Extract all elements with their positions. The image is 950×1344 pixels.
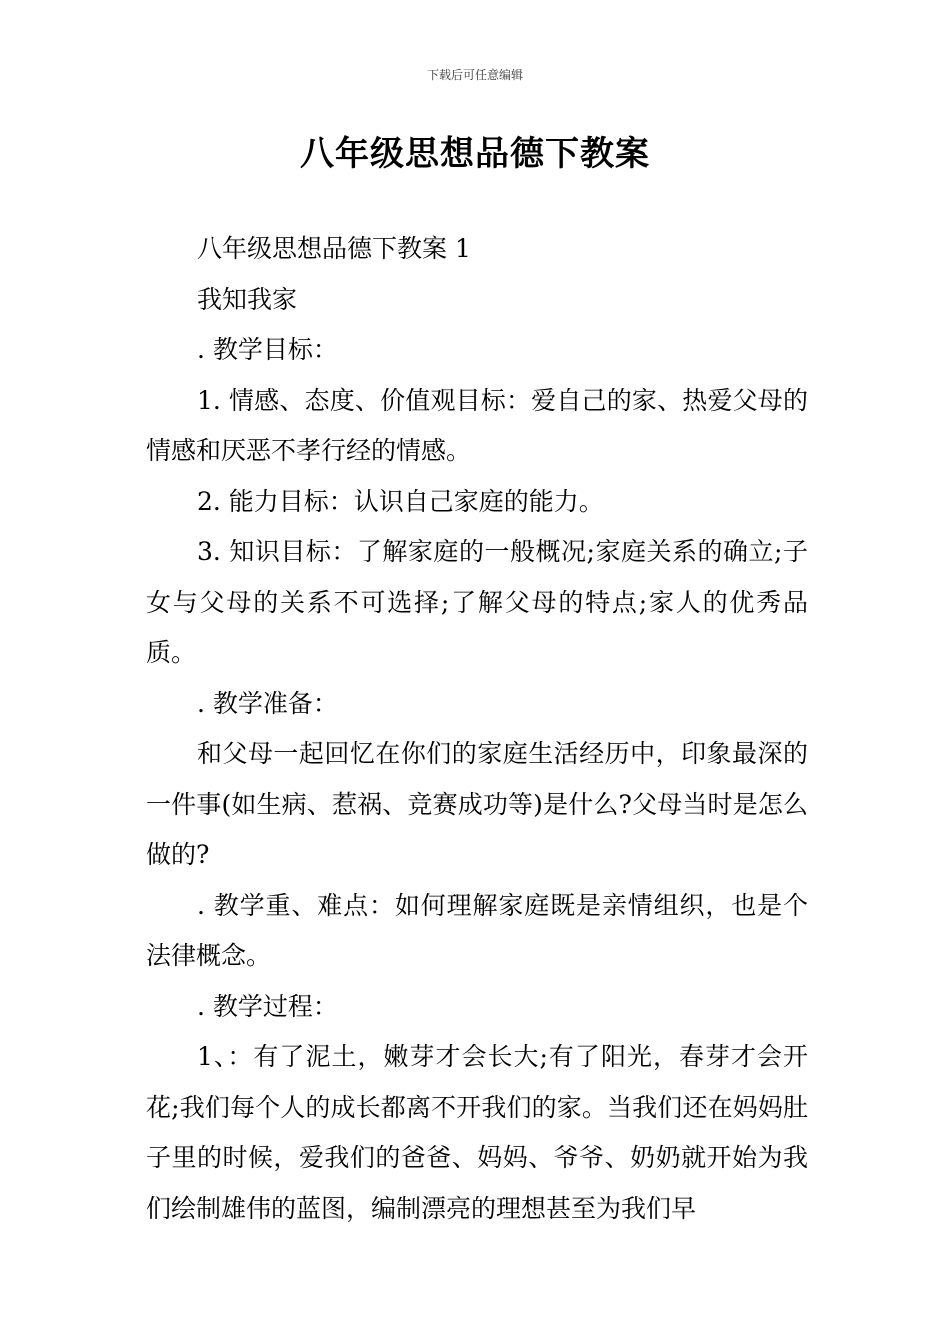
header-note: 下载后可任意编辑 <box>426 68 523 82</box>
goal-emotion: 1. 情感、态度、价值观目标：爱自己的家、热爱父母的情感和厌恶不孝行经的情感。 <box>146 385 808 465</box>
goal-ability: 2. 能力目标：认识自己家庭的能力。 <box>197 486 604 516</box>
document-body <box>146 224 808 1234</box>
teaching-goals-heading: . 教学目标： <box>197 335 338 364</box>
teaching-preparation-heading: . 教学准备： <box>197 688 338 718</box>
teaching-process-heading: . 教学过程： <box>197 991 338 1021</box>
key-difficult-points: . 教学重、难点：如何理解家庭既是亲情组织，也是个法律概念。 <box>146 890 808 970</box>
document-title: 八年级思想品德下教案 <box>300 134 650 174</box>
section-heading: 八年级思想品德下教案 1 <box>197 234 471 263</box>
preparation-text: 和父母一起回忆在你们的家庭生活经历中，印象最深的一件事(如生病、惹祸、竞赛成功等)是什么?父母当时是怎么做的? <box>146 739 808 869</box>
goal-knowledge: 3. 知识目标：了解家庭的一般概况;家庭关系的确立;子女与父母的关系不可选择;了解父母的特点;家人的优秀品质。 <box>146 537 808 667</box>
lesson-title: 我知我家 <box>197 284 298 314</box>
process-step-1: 1、：有了泥土，嫩芽才会长大;有了阳光，春芽才会开花;我们每个人的成长都离不开我们的家。当我们还在妈妈肚子里的时候，爱我们的爸爸、妈妈、爷爷、奶奶就开始为我们绘制雄伟的蓝图，编制漂亮的理想甚至为我们早 <box>146 1042 808 1223</box>
